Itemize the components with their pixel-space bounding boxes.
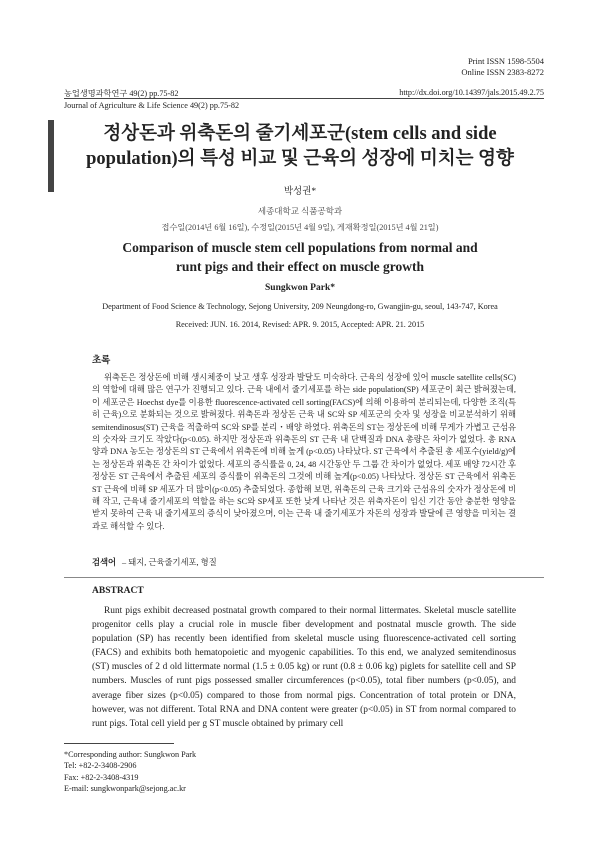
title-ko-line2: population)의 특성 비교 및 근육의 성장에 미치는 영향: [86, 149, 514, 169]
doi-link[interactable]: http://dx.doi.org/10.14397/jals.2015.49.2.75: [399, 88, 544, 97]
footnote: [64, 749, 196, 795]
dates-korean: 접수일(2014년 6월 16일), 수정일(2015년 4월 9일), 게재확정일(2015년 4월 21일): [161, 223, 439, 232]
journal-name-en: Journal of Agriculture & Life Science 49(2) pp.75-82: [64, 101, 240, 110]
section-divider: [64, 577, 544, 578]
keywords-label: 검색어: [92, 558, 117, 567]
telephone: Tel: +82-2-3408-2906: [64, 761, 137, 771]
title-accent-bar: [48, 120, 54, 192]
author-english: Sungkwon Park*: [265, 283, 335, 293]
affiliation-english: Department of Food Science & Technology, Sejong University, 209 Neungdong-ro, Gwangjin-gu, seoul, 143-747, Korea: [102, 302, 498, 311]
abstract-korean: [92, 372, 516, 533]
author-korean: 박성권*: [283, 187, 317, 197]
abstract-ko-heading: 초록: [92, 356, 111, 366]
online-issn: Online ISSN 2383-8272: [461, 67, 544, 77]
issn-block: [461, 56, 544, 78]
print-issn: Print ISSN 1598-5504: [467, 56, 544, 66]
abstract-english: [92, 604, 516, 731]
fax: Fax: +82-2-3408-4319: [64, 772, 139, 782]
title-ko-line1: 정상돈과 위축돈의 줄기세포군(stem cells and side: [103, 124, 497, 144]
title-english: [60, 238, 540, 276]
email[interactable]: E-mail: sungkwonpark@sejong.ac.kr: [64, 784, 186, 794]
keywords-korean: [92, 556, 217, 568]
title-en-line1: Comparison of muscle stem cell populations from normal and: [122, 240, 478, 255]
affiliation-korean: 세종대학교 식품공학과: [257, 206, 343, 216]
dates-english: Received: JUN. 16. 2014, Revised: APR. 9. 2015, Accepted: APR. 21. 2015: [175, 320, 425, 329]
journal-name-ko: 농업생명과학연구 49(2) pp.75-82: [64, 89, 179, 98]
abstract-en-heading: ABSTRACT: [92, 586, 144, 596]
abstract-ko-text: 위축돈은 정상돈에 비해 생시체중이 낮고 생후 성장과 발달도 미숙하다. 근육의 성장에 있어 muscle satellite cells(SC)의 역할에 대해 많은 연구가 진행되고 있다. 근육 내에서 줄기세포를 하는 side population(SP) 세포군이 최근 밝혀졌는데, 이 세포군은 Hoechst dye를 이용한 fluorescence-activated cell sorting(FACS)에 의해 이용하여 분리되는데, 다양한 조직(특히 근육)으로 분화되는 것으로 밝혀졌다. 위축돈과 정상돈 근육 내 SC와 SP 세포군의 숫자 및 성장을 비교분석하기 위해 semitendinosus(ST) 근육을 적출하여 SC와 SP를 분리・배양 하였다. 위축돈의 ST는 정상돈에 비해 무게가 가볍고 근섬유의 숫자와 크기도 작았다(p<0.05). 하지만 정상돈과 위축돈의 ST 근육 내 단백질과 DNA 총량은 차이가 없었다. 총 RNA 양과 DNA 농도는 정상돈의 ST 근육에서 위축돈에 비해 높게 (p<0.05) 나타났다. ST 근육에서 추출된 총 세포수(yield/g)에는 정상돈과 위축돈 간 차이가 없었다. 세포의 증식률을 0, 24, 48 시간동안 두 그룹 간 차이가 없었다. 세포 배양 72시간 후 정상돈 ST 근육에서 추출된 세포의 증식률이 위축돈의 그것에 비해 높게(p<0.05) 나타났다. 정상돈 ST 근육에서 위축돈 ST 근육에 비해 SP 세포가 더 많이(p<0.05) 추출되었다. 종합해 보면, 위축돈의 근육 크기와 근섬유의 숫자가 정상돈에 비해 작고, 근육내 줄기세포의 역할을 하는 SC와 SP세포 또한 낮게 나타난 것은 위축자돈이 임신 기간 동안 충분한 영양을 받지 못하여 근육 내 줄기세포의 증식이 낮아졌으며, 이는 근육 내 줄기세포가 자돈의 성장과 발달에 큰 영향을 미치는 결과로 해석할 수 있다.: [92, 373, 516, 531]
keywords-text: – 돼지, 근육줄기세포, 형질: [122, 558, 217, 567]
title-en-line2: runt pigs and their effect on muscle growth: [175, 259, 425, 274]
header-divider: [64, 98, 544, 99]
abstract-en-text: Runt pigs exhibit decreased postnatal growth compared to their normal littermates. Skeletal muscle satellite progenitor cells play a crucial role in muscle fiber development and postnatal muscle growth. The side population (SP) has recently been identified from skeletal muscle using fluorescence-activated cell sorting (FACS) and exhibits both hematopoietic and myogenic capabilities. To this end, we analyzed semitendinosus (ST) muscles of 2 d old littermate normal (1.5 ± 0.05 kg) or runt (0.8 ± 0.06 kg) piglets for satellite cell and SP numbers. Muscles of runt pigs possessed smaller circumferences (p<0.05), total fiber numbers (p<0.05), and average fiber sizes (p<0.05) compared to those from normal pigs. Concentration of total protein or DNA, however, was not different. Total RNA and DNA content were greater (p<0.05) in ST from normal compared to runt pigs. Total cell yield per g ST muscle obtained by primary cell: [92, 606, 516, 729]
corresponding-author: *Corresponding author: Sungkwon Park: [64, 750, 197, 759]
footnote-divider: [64, 743, 174, 744]
title-korean: [60, 122, 540, 172]
